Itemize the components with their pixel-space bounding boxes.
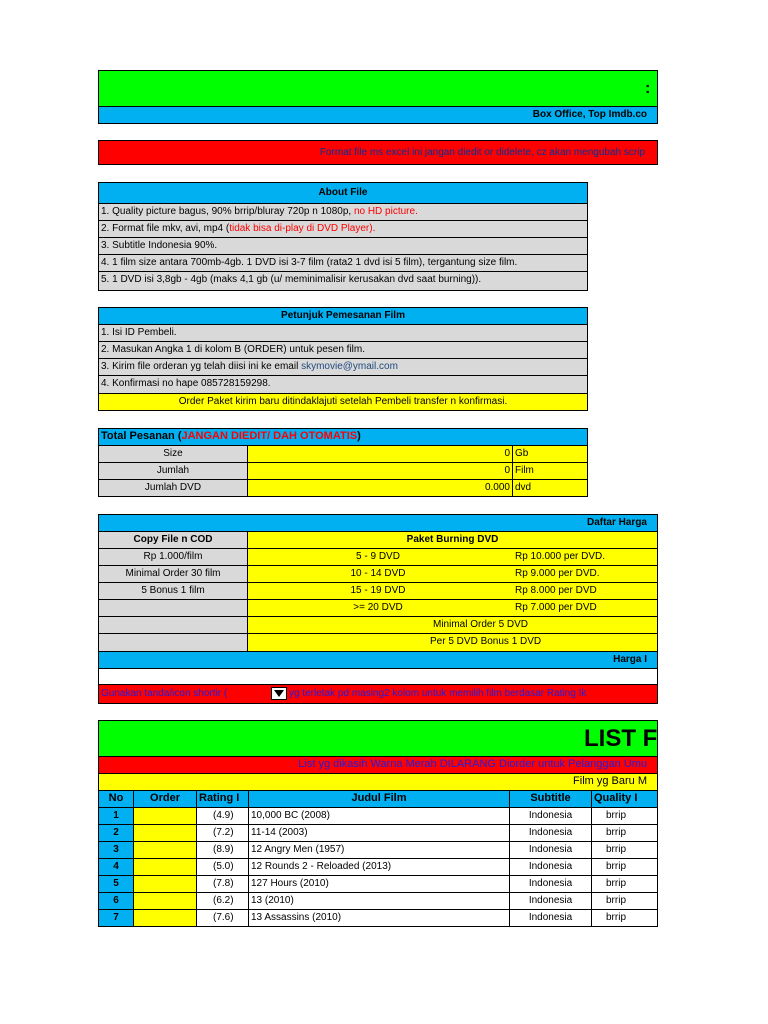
total-label: Jumlah DVD [98,479,248,497]
order-cell[interactable] [133,841,197,859]
row-subtitle: Indonesia [509,841,592,859]
order-cell[interactable] [133,807,197,825]
list-title: LIST F [584,725,658,752]
paket-row: 5 - 9 DVD Rp 10.000 per DVD. [247,548,658,566]
order-cell[interactable] [133,892,197,910]
row-title: 127 Hours (2010) [248,875,510,893]
order-cell[interactable] [133,909,197,927]
row-title: 13 Assassins (2010) [248,909,510,927]
copy-row [98,616,248,634]
about-item: 5. 1 DVD isi 3,8gb - 4gb (maks 4,1 gb (u/ meminimalisir kerusakan dvd saat burning)). [98,271,588,291]
col-header-rating[interactable]: Rating I [196,790,249,808]
warning-banner: Format file ms excel ini jangan diedit or didelete, cz akan mengubah scrip [98,140,658,165]
row-subtitle: Indonesia [509,892,592,910]
about-item: 1. Quality picture bagus, 90% brrip/bluray 720p n 1080p, no HD picture. [98,203,588,221]
col-header-quality[interactable]: Quality I [591,790,658,808]
petunjuk-footer: Order Paket kirim baru ditindaklajuti setelah Pembeli transfer n konfirmasi. [98,393,588,411]
email-link[interactable]: skymovie@ymail.com [301,361,398,372]
row-quality: brrip [591,858,658,876]
about-title: About File [98,182,588,204]
row-no: 7 [98,909,134,927]
row-quality: brrip [591,807,658,825]
red-note: List yg dikasih Warna Merah DILARANG Diorder untuk Pelanggan Umu [98,756,658,774]
petunjuk-item: 3. Kirim file orderan yg telah diisi ini ke email skymovie@ymail.com [98,358,588,376]
bonus-row: Per 5 DVD Bonus 1 DVD [247,633,658,652]
copy-row: Minimal Order 30 film [98,565,248,583]
blank-row [98,668,658,685]
harga-footer: Harga I [98,651,658,669]
row-title: 10,000 BC (2008) [248,807,510,825]
row-subtitle: Indonesia [509,875,592,893]
total-title: Total Pesanan (JANGAN DIEDIT/ DAH OTOMATIS) [98,428,588,446]
total-unit: dvd [512,479,588,497]
paket-row: 10 - 14 DVD Rp 9.000 per DVD. [247,565,658,583]
copy-row-empty [98,633,248,652]
order-cell[interactable] [133,875,197,893]
row-rating: (5.0) [196,858,249,876]
total-label: Size [98,445,248,463]
order-cell[interactable] [133,824,197,842]
row-subtitle: Indonesia [509,807,592,825]
row-subtitle: Indonesia [509,909,592,927]
petunjuk-title: Petunjuk Pemesanan Film [98,307,588,325]
row-quality: brrip [591,909,658,927]
petunjuk-item: 1. Isi ID Pembeli. [98,324,588,342]
total-unit: Gb [512,445,588,463]
row-no: 2 [98,824,134,842]
min-order: Minimal Order 5 DVD [247,616,658,634]
copy-row: 5 Bonus 1 film [98,582,248,600]
total-label: Jumlah [98,462,248,480]
row-quality: brrip [591,841,658,859]
about-item: 2. Format file mkv, avi, mp4 (tidak bisa di-play di DVD Player). [98,220,588,238]
row-quality: brrip [591,892,658,910]
harga-title: Daftar Harga [98,514,658,532]
dropdown-arrow-icon [271,687,287,700]
copy-row: Rp 1.000/film [98,548,248,566]
about-item: 4. 1 film size antara 700mb-4gb. 1 DVD isi 3-7 film (rata2 1 dvd isi 5 film), tergantung size film. [98,254,588,272]
row-title: 12 Angry Men (1957) [248,841,510,859]
row-no: 5 [98,875,134,893]
total-unit: Film [512,462,588,480]
new-note: Film yg Baru M [98,773,658,791]
row-rating: (7.6) [196,909,249,927]
total-value: 0 [247,445,513,463]
col-header-order[interactable]: Order [133,790,197,808]
hint-row: Gunakan tanda/icon shortir ( yg terletak pd masing2 kolom untuk memilih film berdasar Rating Ik [98,684,658,704]
row-no: 6 [98,892,134,910]
row-title: 12 Rounds 2 - Reloaded (2013) [248,858,510,876]
row-rating: (7.2) [196,824,249,842]
row-title: 11-14 (2003) [248,824,510,842]
row-rating: (7.8) [196,875,249,893]
paket-row: 15 - 19 DVD Rp 8.000 per DVD [247,582,658,600]
petunjuk-item: 4. Konfirmasi no hape 085728159298. [98,375,588,394]
row-subtitle: Indonesia [509,824,592,842]
header-banner [98,70,658,107]
col-header-title[interactable]: Judul Film [248,790,510,808]
row-quality: brrip [591,824,658,842]
paket-header: Paket Burning DVD [247,531,658,549]
order-cell[interactable] [133,858,197,876]
copy-header: Copy File n COD [98,531,248,549]
row-rating: (6.2) [196,892,249,910]
row-title: 13 (2010) [248,892,510,910]
row-no: 1 [98,807,134,825]
row-quality: brrip [591,875,658,893]
row-no: 3 [98,841,134,859]
row-subtitle: Indonesia [509,858,592,876]
total-value: 0.000 [247,479,513,497]
copy-row [98,599,248,617]
list-banner [98,720,658,757]
col-header-subtitle[interactable]: Subtitle [509,790,592,808]
row-rating: (8.9) [196,841,249,859]
row-rating: (4.9) [196,807,249,825]
row-no: 4 [98,858,134,876]
total-value: 0 [247,462,513,480]
about-item: 3. Subtitle Indonesia 90%. [98,237,588,255]
paket-row: >= 20 DVD Rp 7.000 per DVD [247,599,658,617]
header-title: : [645,80,651,97]
header-subtitle: Box Office, Top Imdb.co [98,106,658,124]
col-header-no[interactable]: No [98,790,134,808]
petunjuk-item: 2. Masukan Angka 1 di kolom B (ORDER) untuk pesen film. [98,341,588,359]
